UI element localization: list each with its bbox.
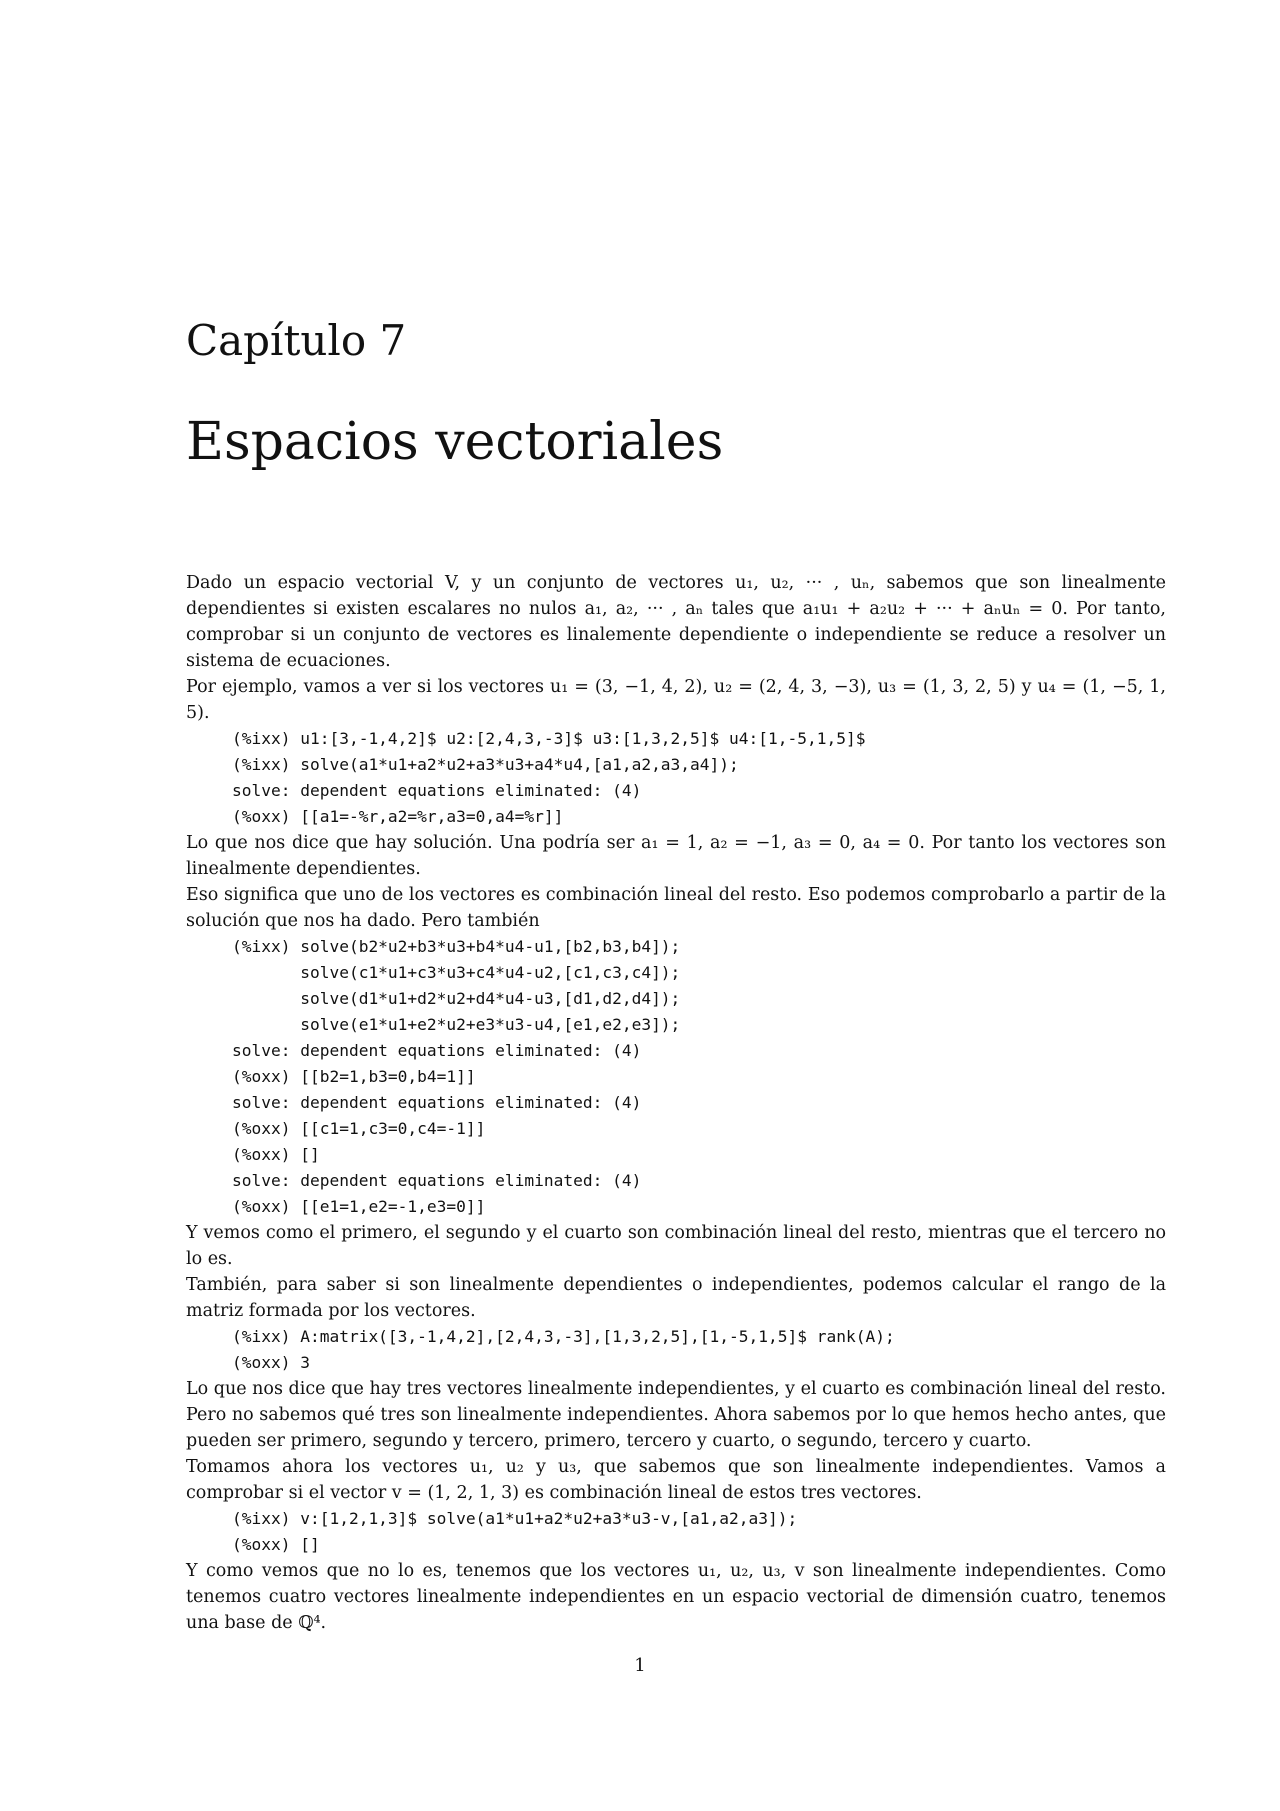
code-block: (%ixx) A:matrix([3,-1,4,2],[2,4,3,-3],[1,3,2,5],[1,-5,1,5]$ rank(A); (%oxx) 3 [232, 1327, 895, 1372]
paragraph: Lo que nos dice que hay solución. Una podría ser a₁ = 1, a₂ = −1, a₃ = 0, a₄ = 0. Por tanto los vectores son linealmente dependientes. [186, 833, 1166, 879]
paragraph: Dado un espacio vectorial V, y un conjunto de vectores u₁, u₂, ··· , uₙ, sabemos que son linealmente dependientes si existen escalares no nulos a₁, a₂, ··· , aₙ tales que a₁u₁ + a₂u₂ + ··· + aₙuₙ = 0. Por tanto, comprobar si un conjunto de vectores es linalemente dependiente o independiente se reduce a resolver un sistema de ecuaciones. [186, 573, 1166, 671]
code-block: (%ixx) v:[1,2,1,3]$ solve(a1*u1+a2*u2+a3*u3-v,[a1,a2,a3]); (%oxx) [] [232, 1509, 798, 1554]
chapter-label: Capítulo 7 [186, 316, 407, 365]
paragraph: Y vemos como el primero, el segundo y el cuarto son combinación lineal del resto, mientras que el tercero no lo es. [186, 1223, 1166, 1269]
page-number: 1 [634, 1655, 646, 1676]
chapter-body [186, 570, 1166, 1636]
paragraph: Y como vemos que no lo es, tenemos que los vectores u₁, u₂, u₃, v son linealmente independientes. Como tenemos cuatro vectores linealmente independientes en un espacio vectorial de dimensión cuatro, tenemos una base de ℚ⁴. [186, 1561, 1166, 1633]
paragraph: Por ejemplo, vamos a ver si los vectores u₁ = (3, −1, 4, 2), u₂ = (2, 4, 3, −3), u₃ = (1, 3, 2, 5) y u₄ = (1, −5, 1, 5). [186, 677, 1166, 723]
chapter-title: Espacios vectoriales [186, 412, 724, 472]
paragraph: Tomamos ahora los vectores u₁, u₂ y u₃, que sabemos que son linealmente independientes. Vamos a comprobar si el vector v = (1, 2, 1, 3) es combinación lineal de estos tres vectores. [186, 1457, 1166, 1503]
paragraph: Lo que nos dice que hay tres vectores linealmente independientes, y el cuarto es combinación lineal del resto. Pero no sabemos qué tres son linealmente independientes. Ahora sabemos por lo que hemos hecho antes, que pueden ser primero, segundo y tercero, primero, tercero y cuarto, o segundo, tercero y cuarto. [186, 1379, 1166, 1451]
code-block: (%ixx) u1:[3,-1,4,2]$ u2:[2,4,3,-3]$ u3:[1,3,2,5]$ u4:[1,-5,1,5]$ (%ixx) solve(a1*u1+a2*u2+a3*u3+a4*u4,[a1,a2,a3,a4]); solve: dependent equations eliminated: (4) (%oxx) [[a1=-%r,a2=%r,a3=0,a4=%r]] [232, 729, 866, 826]
paragraph: También, para saber si son linealmente dependientes o independientes, podemos calcular el rango de la matriz formada por los vectores. [186, 1275, 1166, 1321]
code-block: (%ixx) solve(b2*u2+b3*u3+b4*u4-u1,[b2,b3,b4]); solve(c1*u1+c3*u3+c4*u4-u2,[c1,c3,c4]); solve(d1*u1+d2*u2+d4*u4-u3,[d1,d2,d4]); solve(e1*u1+e2*u2+e3*u3-u4,[e1,e2,e3]); solve: dependent equations eliminated: (4) (%oxx) [[b2=1,b3=0,b4=1]] solve: dependent equations eliminated: (4) (%oxx) [[c1=1,c3=0,c4=-1]] (%oxx) [] solve: dependent equations eliminated: (4) (%oxx) [[e1=1,e2=-1,e3=0]] [232, 937, 681, 1216]
paragraph: Eso significa que uno de los vectores es combinación lineal del resto. Eso podemos comprobarlo a partir de la solución que nos ha dado. Pero también [186, 885, 1166, 931]
document-page [186, 316, 1166, 1636]
